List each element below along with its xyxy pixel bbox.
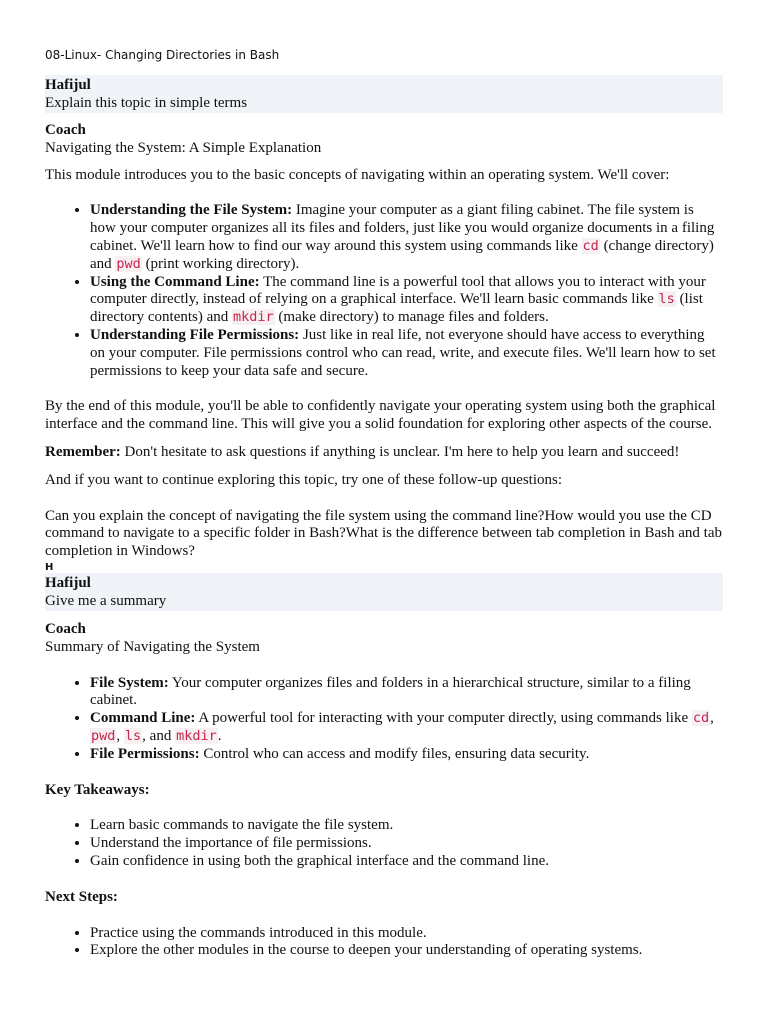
list-item: • File Permissions: Control who can access and modify files, ensuring data security.: [90, 746, 723, 764]
user-message: [45, 75, 723, 113]
inline-code: cd: [692, 710, 710, 727]
list-item: • Practice using the commands introduced in this module.: [90, 925, 723, 943]
list-item: • Explore the other modules in the course to deepen your understanding of operating systems.: [90, 942, 723, 960]
message-text: Give me a summary: [45, 592, 167, 609]
takeaways-list: [45, 817, 723, 870]
inline-code: mkdir: [233, 309, 274, 326]
reply-heading: Navigating the System: A Simple Explanation: [45, 139, 322, 156]
inline-code: cd: [582, 237, 599, 254]
inline-code: pwd: [116, 255, 141, 272]
list-item: • File System: Your computer organizes files and folders in a hierarchical structure, similar to a filing cabinet.: [90, 675, 723, 711]
followup-questions: Can you explain the concept of navigating the file system using the command line?How would you use the CD command to navigate to a specific folder in Bash?What is the difference between tab completion in Bash and tab completion in Windows?: [45, 507, 722, 560]
topic-list: [45, 202, 723, 380]
document-title: 08-Linux- Changing Directories in Bash: [45, 48, 280, 62]
speaker-name: Hafijul: [45, 77, 91, 93]
list-item: • Understanding File Permissions: Just like in real life, not everyone should have access to everything on your computer. File permissions control who can read, write, and execute files. We'll learn how to set permissions to keep your data safe and secure.: [90, 327, 723, 380]
message-text: Explain this topic in simple terms: [45, 94, 248, 111]
followup-intro: And if you want to continue exploring this topic, try one of these follow-up questions:: [45, 471, 563, 488]
list-item: • Learn basic commands to navigate the file system.: [90, 817, 723, 835]
speaker-name: Hafijul: [45, 575, 91, 591]
speaker-name: Coach: [45, 621, 86, 637]
summary-list: [45, 675, 723, 764]
list-item: • Understand the importance of file permissions.: [90, 835, 723, 853]
coach-message: [45, 621, 723, 960]
coach-message: [45, 122, 723, 561]
next-steps-list: [45, 925, 723, 961]
next-steps-heading: Next Steps:: [45, 888, 118, 905]
takeaways-heading: Key Takeaways:: [45, 781, 150, 798]
speaker-name: Coach: [45, 122, 86, 138]
list-item: • Command Line: A powerful tool for interacting with your computer directly, using commands like cd, pwd, ls, and mkdir.: [90, 710, 723, 746]
avatar: H: [45, 562, 54, 573]
list-item: • Using the Command Line: The command line is a powerful tool that allows you to interact with your computer directly, instead of relying on a graphical interface. We'll learn basic commands like ls (list directory contents) and mkdir (make directory) to manage files and folders.: [90, 274, 723, 327]
reminder: Remember: Don't hesitate to ask questions if anything is unclear. I'm here to help you learn and succeed!: [45, 443, 680, 460]
inline-code: mkdir: [176, 727, 217, 744]
list-item: • Gain confidence in using both the graphical interface and the command line.: [90, 853, 723, 871]
reply-intro: This module introduces you to the basic concepts of navigating within an operating system. We'll cover:: [45, 166, 670, 183]
inline-code: pwd: [91, 727, 116, 744]
inline-code: ls: [124, 727, 142, 744]
list-item: • Understanding the File System: Imagine your computer as a giant filing cabinet. The file system is how your computer organizes all its files and folders, just like you would organize documents in a filing cabinet. We'll learn how to find our way around this system using commands like cd (change directory) and pwd (print working directory).: [90, 202, 723, 273]
inline-code: ls: [658, 291, 675, 308]
user-message: [45, 573, 723, 611]
reply-outro: By the end of this module, you'll be able to confidently navigate your operating system using both the graphical interface and the command line. This will give you a solid foundation for exploring other aspects of the course.: [45, 398, 716, 433]
reply-heading: Summary of Navigating the System: [45, 638, 260, 655]
